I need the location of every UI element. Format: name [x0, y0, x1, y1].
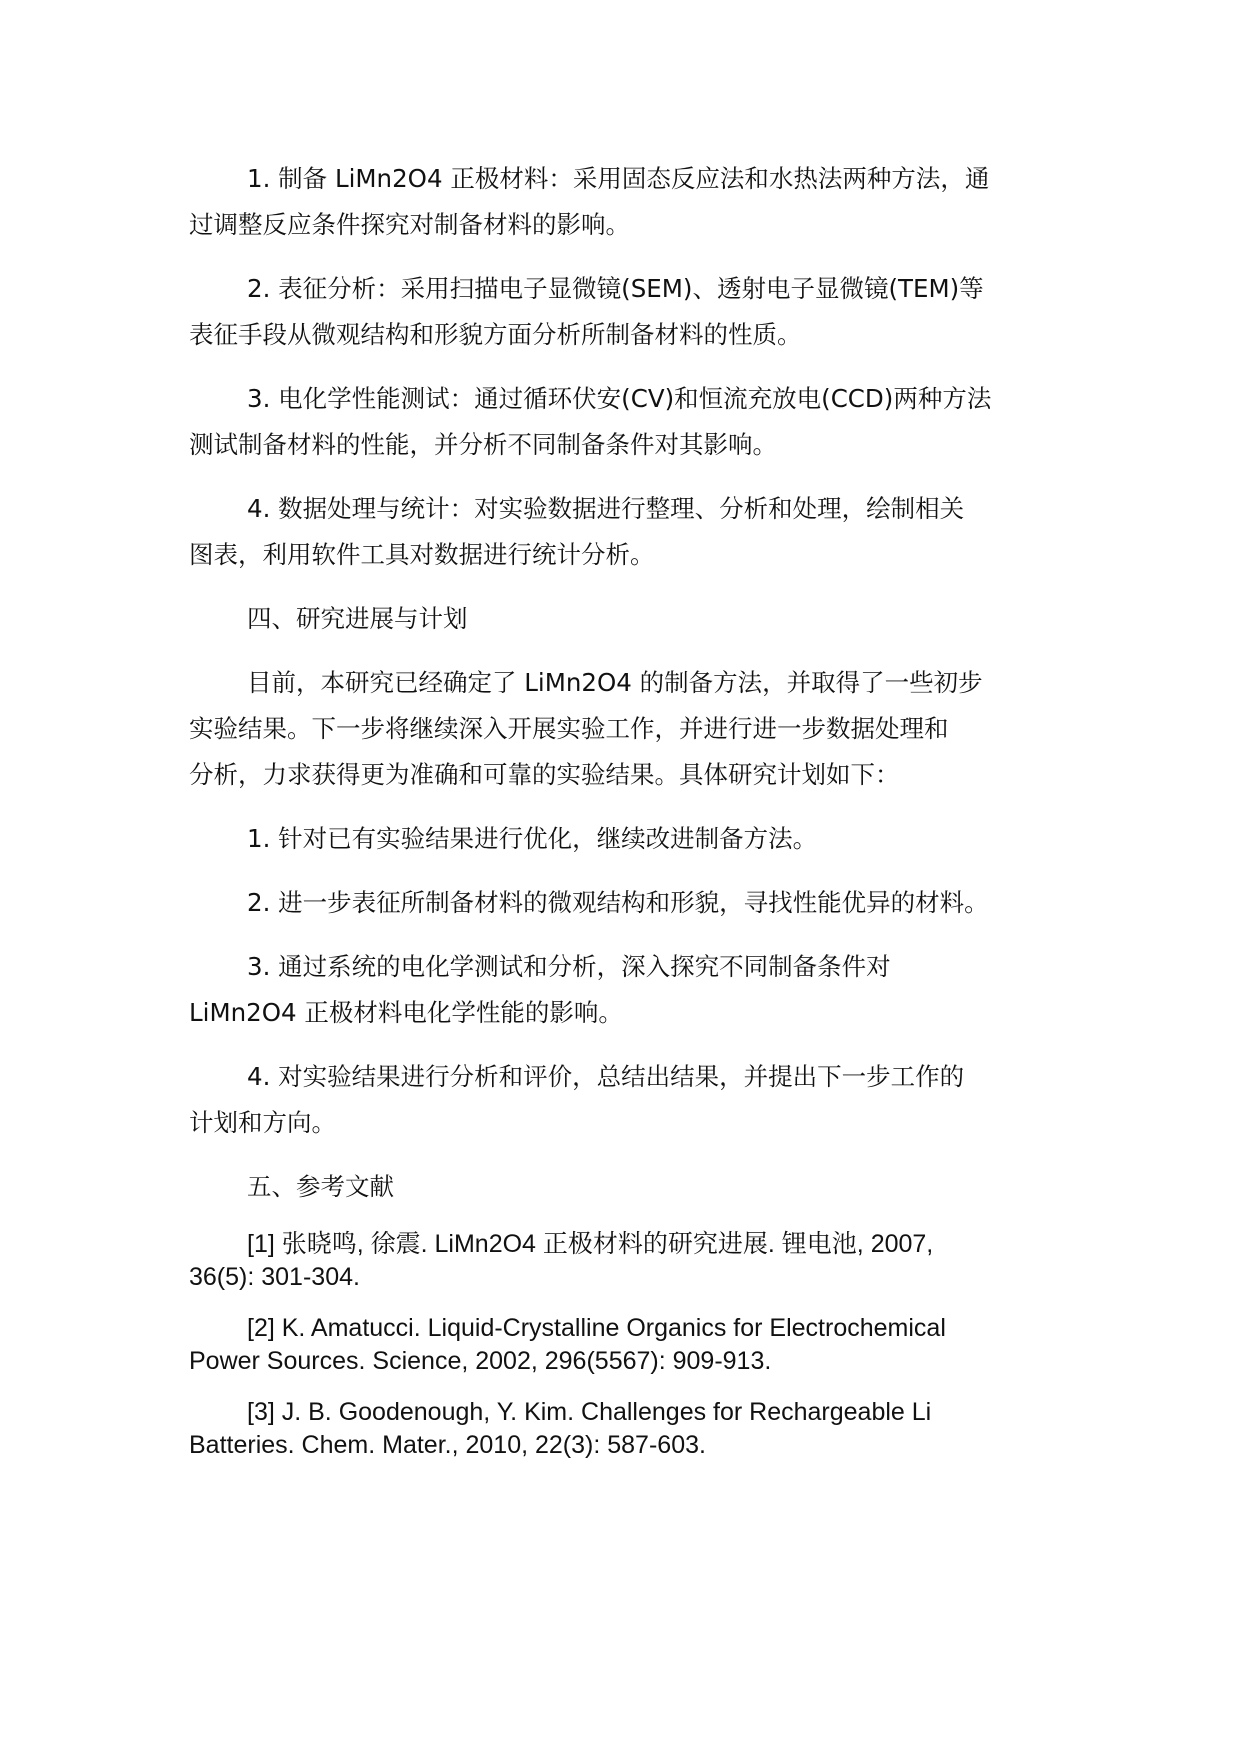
method-item [189, 376, 1069, 468]
plan-item [189, 816, 1069, 862]
reference-item [189, 1312, 1069, 1378]
text-line: 4. 对实验结果进行分析和评价，总结出结果，并提出下一步工作的 [247, 1062, 965, 1091]
plan-item [189, 880, 1069, 926]
text-line: 测试制备材料的性能，并分析不同制备条件对其影响。 [189, 430, 777, 459]
text-line: [2] K. Amatucci. Liquid-Crystalline Organics for Electrochemical [247, 1314, 946, 1342]
text-line: 3. 通过系统的电化学测试和分析，深入探究不同制备条件对 [247, 952, 891, 981]
text-line: [1] 张晓鸣, 徐震. LiMn2O4 正极材料的研究进展. 锂电池, 2007, [247, 1230, 934, 1258]
text-line: 4. 数据处理与统计：对实验数据进行整理、分析和处理，绘制相关 [247, 494, 965, 523]
text-line: 表征手段从微观结构和形貌方面分析所制备材料的性质。 [189, 320, 802, 349]
section-heading: 五、参考文献 [247, 1172, 394, 1201]
text-line: 分析，力求获得更为准确和可靠的实验结果。具体研究计划如下： [189, 760, 900, 789]
reference-item [189, 1396, 1069, 1462]
text-line: 1. 针对已有实验结果进行优化，继续改进制备方法。 [247, 824, 818, 853]
text-line: 2. 进一步表征所制备材料的微观结构和形貌，寻找性能优异的材料。 [247, 888, 989, 917]
progress-paragraph [189, 660, 1069, 798]
text-line: 图表，利用软件工具对数据进行统计分析。 [189, 540, 655, 569]
text-line: 1. 制备 LiMn2O4 正极材料：采用固态反应法和水热法两种方法，通 [247, 164, 990, 193]
document-body [189, 156, 1069, 1480]
text-line: 目前，本研究已经确定了 LiMn2O4 的制备方法，并取得了一些初步 [247, 668, 983, 697]
method-item [189, 486, 1069, 578]
text-line: 36(5): 301-304. [189, 1263, 360, 1291]
plan-item [189, 1054, 1069, 1146]
text-line: 实验结果。下一步将继续深入开展实验工作，并进行进一步数据处理和 [189, 714, 949, 743]
text-line: LiMn2O4 正极材料电化学性能的影响。 [189, 998, 623, 1027]
method-item [189, 266, 1069, 358]
text-line: [3] J. B. Goodenough, Y. Kim. Challenges for Rechargeable Li [247, 1398, 932, 1426]
method-item [189, 156, 1069, 248]
section-heading: 四、研究进展与计划 [247, 604, 468, 633]
text-line: 2. 表征分析：采用扫描电子显微镜(SEM)、透射电子显微镜(TEM)等 [247, 274, 984, 303]
text-line: 过调整反应条件探究对制备材料的影响。 [189, 210, 630, 239]
reference-item [189, 1228, 1069, 1294]
text-line: Batteries. Chem. Mater., 2010, 22(3): 587-603. [189, 1431, 706, 1459]
text-line: Power Sources. Science, 2002, 296(5567): 909-913. [189, 1347, 772, 1375]
text-line: 计划和方向。 [189, 1108, 336, 1137]
plan-item [189, 944, 1069, 1036]
text-line: 3. 电化学性能测试：通过循环伏安(CV)和恒流充放电(CCD)两种方法 [247, 384, 992, 413]
